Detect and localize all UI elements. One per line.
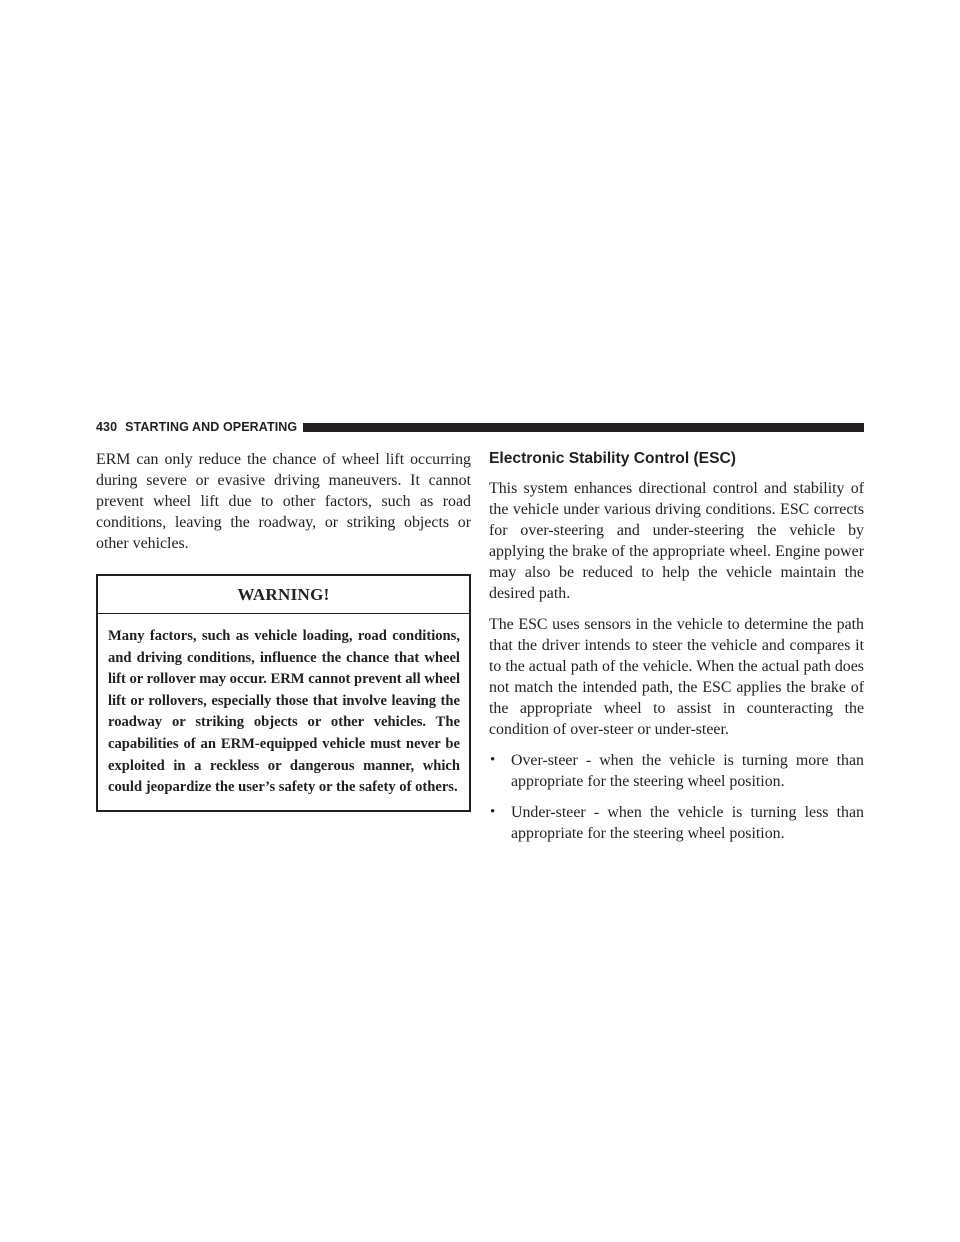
warning-box xyxy=(96,574,471,812)
list-item-text: Over-steer - when the vehicle is turning more than appropriate for the steering wheel position. xyxy=(511,752,864,790)
list-item xyxy=(489,802,864,844)
paragraph: This system enhances directional control and stability of the vehicle under various driving conditions. ESC corrects for over-steering and under-steering the vehicle by applying the brake of the appropriate wheel. Engine power may also be reduced to help the vehicle maintain the desired path. xyxy=(489,480,864,602)
list-item xyxy=(489,750,864,792)
right-column xyxy=(489,449,864,854)
bullet-icon: • xyxy=(490,752,496,768)
page-number: 430 xyxy=(96,420,118,434)
page-header xyxy=(96,419,864,435)
bullet-icon: • xyxy=(490,804,496,820)
section-title: STARTING AND OPERATING xyxy=(125,420,298,434)
warning-text: Many factors, such as vehicle loading, road conditions, and driving conditions, influence the chance that wheel lift or rollover may occur. ERM cannot prevent all wheel lift or rollovers, especially those that involve leaving the roadway or striking objects or other vehicles. The capabilities of an ERM-equipped vehicle must never be exploited in a reckless or dangerous manner, which could jeopardize the user’s safety or the safety of others. xyxy=(108,628,460,796)
bullet-list xyxy=(489,750,864,844)
section-heading: Electronic Stability Control (ESC) xyxy=(489,450,736,467)
left-column xyxy=(96,449,471,812)
warning-title: WARNING! xyxy=(98,576,469,614)
header-rule xyxy=(303,423,864,432)
intro-paragraph: ERM can only reduce the chance of wheel lift occurring during severe or evasive driving maneuvers. It cannot prevent wheel lift due to other factors, such as road conditions, leaving the roadway, or striking objects or other vehicles. xyxy=(96,451,471,552)
paragraph: The ESC uses sensors in the vehicle to determine the path that the driver intends to steer the vehicle and compares it to the actual path of the vehicle. When the actual path does not match the intended path, the ESC applies the brake of the appropriate wheel to assist in counteracting the condition of over-steer or under-steer. xyxy=(489,616,864,738)
list-item-text: Under-steer - when the vehicle is turning less than appropriate for the steering wheel position. xyxy=(511,804,864,842)
